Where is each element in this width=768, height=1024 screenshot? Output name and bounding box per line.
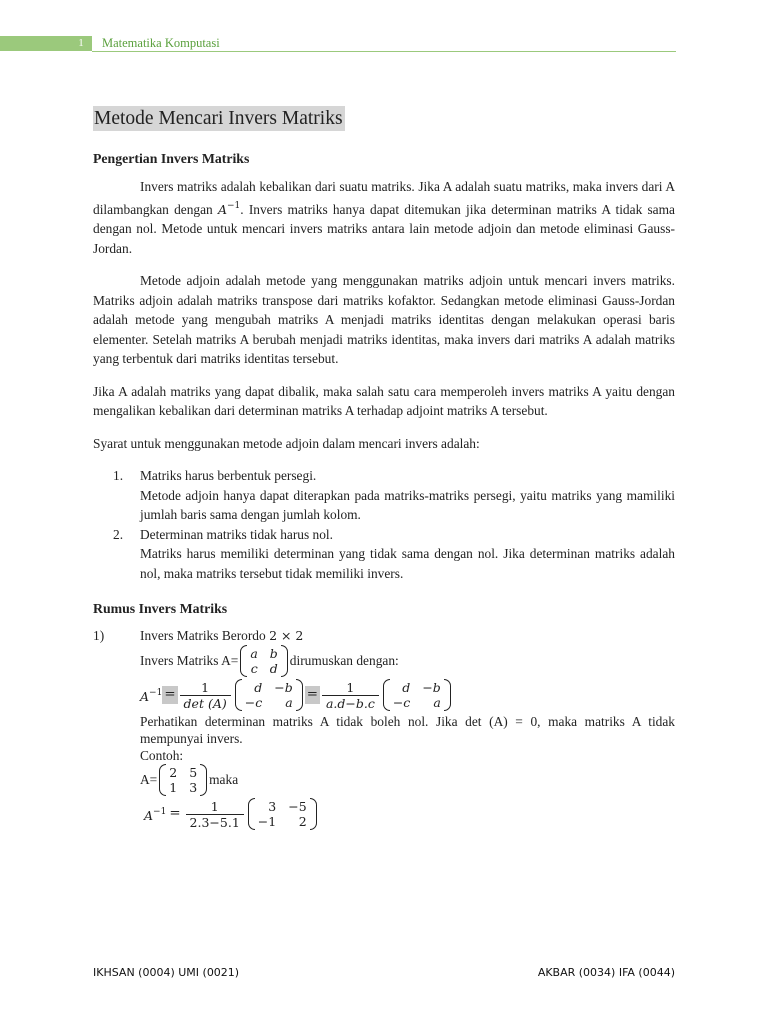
section-heading-pengertian: Pengertian Invers Matriks	[93, 151, 250, 166]
formula-title: Invers Matriks Berordo 2 × 2	[140, 628, 304, 643]
paragraph-2: Metode adjoin adalah metode yang menggunakan matriks adjoin untuk mencari invers matriks. Matriks adjoin adalah matriks transpose dari matriks kofaktor. Sedangkan metode eliminasi Gauss-Jordan adalah metode yang mengubah matriks A menjadi matriks identitas dengan melakukan operasi baris elementer. Setelah matriks A berubah menjadi matriks identitas, maka invers dari matriks A adalah matriks yang terbentuk dari matriks identitas tersebut.	[93, 273, 675, 366]
footer-authors-right: AKBAR (0034) IFA (0044)	[537, 966, 675, 979]
paragraph-3: Jika A adalah matriks yang dapat dibalik, maka salah satu cara memperoleh invers matriks A yaitu dengan mengalikan kebalikan dari determinan matriks A terhadap adjoint matriks A tersebut.	[93, 383, 675, 418]
footer-authors-left: IKHSAN (0004) UMI (0021)	[93, 966, 240, 979]
header-rule	[92, 51, 676, 52]
paragraph-4: Syarat untuk menggunakan metode adjoin dalam mencari invers adalah:	[93, 435, 480, 451]
matrix-a: a b c d	[240, 645, 287, 677]
matrix-definition: Invers Matriks A= a b c d dirumuskan dengan:	[140, 646, 399, 676]
determinant-note: Perhatikan determinan matriks A tidak boleh nol. Jika det (A) = 0, maka matriks A tidak mempunyai invers.	[140, 714, 675, 746]
requirements-list	[93, 466, 675, 583]
example-matrix: A= 2 5 1 3 maka	[140, 765, 239, 795]
example-result: $A^{-1}$ = $\frac{1}{2.3-5.1}$ 3 −5 −1 2	[144, 798, 675, 830]
document-title: Metode Mencari Invers Matriks	[94, 108, 343, 129]
page-number: 1	[78, 37, 84, 49]
fraction-example: $\frac{1}{2.3-5.1}$	[186, 799, 244, 830]
inverse-formula: $A^{-1}$ = $\frac{1}{\det (A)}$ d −b −c a = $\frac{1}{a.d-b.c}$ d −b −c a	[140, 679, 675, 711]
section-heading-rumus: Rumus Invers Matriks	[93, 601, 228, 616]
formula-item: 1) Invers Matriks Berordo 2 × 2 Invers Matriks A= a b c d dirumuskan dengan: $A^{-1}$ = $\frac{1}{\det (A)}$ d −b −c a = $\frac{1}{a.d-b.c}$ d −b −c a Perhatikan determinan matriks A tidak boleh nol. Jika det (A) = 0, maka matriks A tidak mempunyai invers. Contoh: A= 2 5 1 3 maka $A^{-1}$ = $\frac{1}{2.3-5.1}$ 3 −5 −1 2	[93, 628, 675, 830]
paragraph-1: Invers matriks adalah kebalikan dari suatu matriks. Jika A adalah suatu matriks, maka invers dari A dilambangkan dengan $A^{-1}$. Invers matriks hanya dapat ditemukan jika determinan matriks A tidak sama dengan nol. Metode untuk mencari invers matriks antara lain metode adjoin dan metode eliminasi Gauss-Jordan.	[93, 179, 675, 256]
inverse-symbol: $A^{-1}$	[217, 200, 241, 217]
adjoint-matrix-2: d −b −c a	[383, 679, 451, 711]
fraction-ad-bc: $\frac{1}{a.d-b.c}$	[322, 680, 379, 711]
matrix-example: 2 5 1 3	[159, 764, 207, 796]
list-item: 2. Determinan matriks tidak harus nol. Matriks harus memiliki determinan yang tidak sama dengan nol. Jika determinan matriks adalah nol, maka matriks tersebut tidak memiliki invers.	[113, 526, 675, 581]
adjoint-matrix: d −b −c a	[235, 679, 303, 711]
fraction-det: $\frac{1}{\det (A)}$	[180, 680, 231, 711]
document-body	[93, 106, 675, 830]
list-item: 1. Matriks harus berbentuk persegi. Metode adjoin hanya dapat diterapkan pada matriks-matriks persegi, yaitu matriks yang mamiliki jumlah baris sama dengan jumlah kolom.	[113, 468, 675, 522]
example-label: Contoh:	[140, 748, 184, 763]
running-title: Matematika Komputasi	[102, 36, 220, 50]
matrix-example-result: 3 −5 −1 2	[248, 798, 317, 830]
